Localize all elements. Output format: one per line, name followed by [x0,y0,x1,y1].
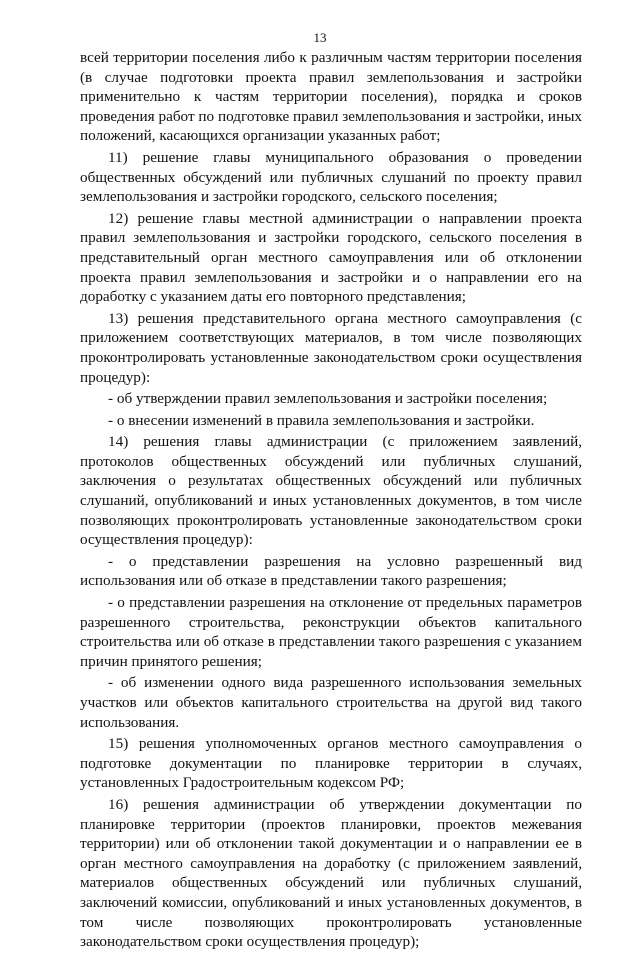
paragraph-item-14: 14) решения главы администрации (с приложением заявлений, протоколов общественных обсуждений или публичных слушаний, заключения о результатах общественных обсуждений или публичных слушаний, опубликований и иных установленных документов, в том числе позволяющих проконтролировать установленные законодательством сроки осуществления процедур): [80,433,582,549]
document-body [80,48,582,954]
sub-item-deviation: - о представлении разрешения на отклонение от предельных параметров разрешенного строительства, реконструкции объектов капитального строительства или об отказе в представлении такого разрешения с указанием причин принятого решения; [80,594,582,670]
paragraph-item-16: 16) решения администрации об утверждении документации по планировке территории (проектов планировки, проектов межевания территории) или об отклонении такой документации и о направлении ее в орган местного самоуправления на доработку (с приложением заявлений, материалов общественных обсуждений или публичных слушаний, заключений комиссии, опубликований и иных установленных документов, в том числе позволяющих проконтролировать установленные законодательством сроки осуществления процедур); [80,795,582,951]
paragraph-item-15: 15) решения уполномоченных органов местного самоуправления о подготовке документации по планировке территории в случаях, установленных Градостроительным кодексом РФ; [80,735,582,792]
paragraph-item-12: 12) решение главы местной администрации о направлении проекта правил землепользования и застройки городского, сельского поселения в представительный орган местного самоуправления или об отклонении проекта правил землепользования и застройки и о направлении его на доработку с указанием даты его повторного представления; [80,209,582,306]
page-number: 13 [313,30,327,45]
paragraph-item-11: 11) решение главы муниципального образования о проведении общественных обсуждений или публичных слушаний по проекту правил землепользования и застройки городского, сельского поселения; [80,148,582,206]
paragraph-item-13: 13) решения представительного органа местного самоуправления (с приложением соответствующих материалов, в том числе позволяющих проконтролировать установленные законодательством сроки осуществления процедур): [80,309,582,386]
sub-item-amend-rules: - о внесении изменений в правила землепользования и застройки. [108,411,535,429]
sub-item-change-use: - об изменении одного вида разрешенного использования земельных участков или объектов капитального строительства на другой вид такого использования. [80,674,582,731]
sub-item-conditional-use: - о представлении разрешения на условно разрешенный вид использования или об отказе в представлении такого разрешения; [80,552,582,590]
sub-item-approval-rules: - об утверждении правил землепользования и застройки поселения; [108,390,548,408]
paragraph-continuation: всей территории поселения либо к различным частям территории поселения (в случае подготовки проекта правил землепользования и застройки применительно к частям территории поселения), порядка и сроков проведения работ по подготовке правил землепользования и застройки, иных положений, касающихся организации указанных работ; [80,49,582,145]
